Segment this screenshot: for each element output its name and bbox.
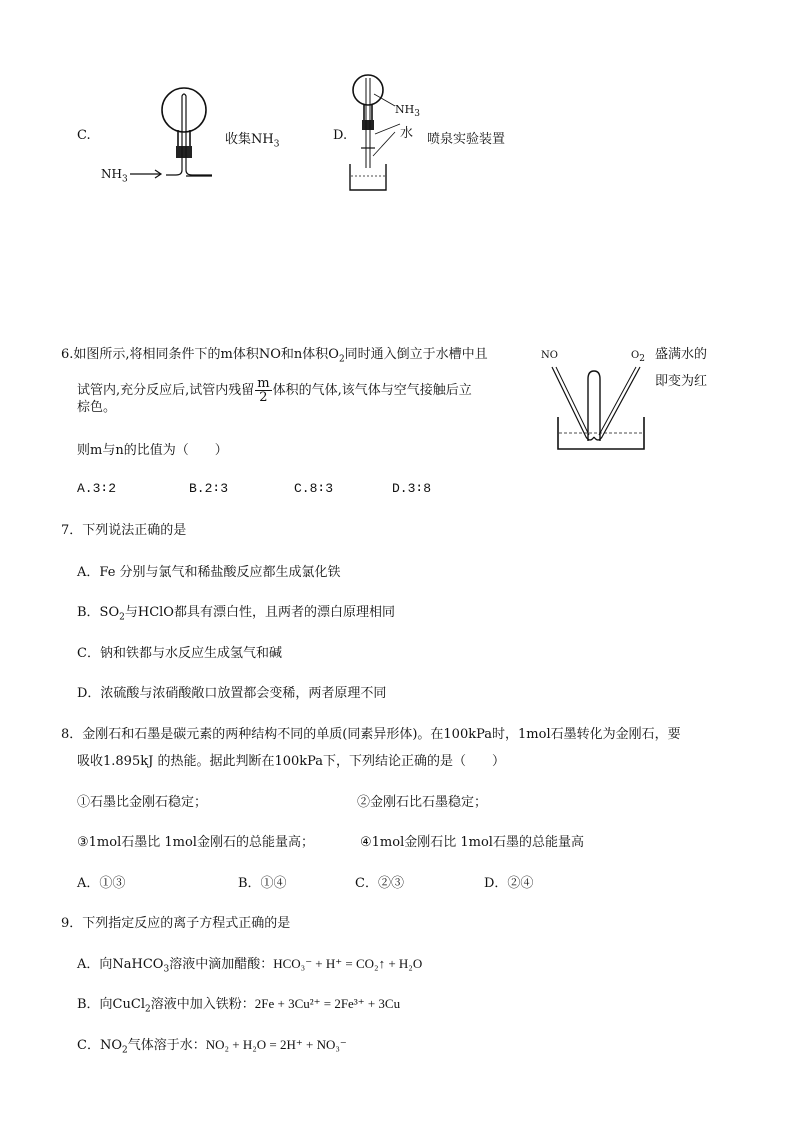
q9-option-a: A．向NaHCO$_3$溶液中滴加醋酸：HCO₃⁻ + H⁺ = CO₂↑ + H₂O — [77, 956, 423, 975]
q8-option-c: C．②③ — [355, 876, 404, 891]
q6-line2: 试管内,充分反应后,试管内残留 $\frac{m}{2}$ 体积的气体,该气体与空气接触后立 — [77, 376, 472, 405]
q8-option-b: B．①④ — [238, 876, 287, 891]
option-d-gas-label: $NH_3$ — [395, 103, 420, 120]
q9-option-c: C．$NO_2$气体溶于水：NO₂ + H₂O = 2H⁺ + NO₃⁻ — [77, 1037, 347, 1056]
q6-option-c: C.8∶3 — [294, 481, 334, 496]
figure-no-label: NO — [541, 350, 558, 361]
option-c-caption: 收集$NH_3$ — [225, 132, 280, 150]
figure-o2-label: $O_2$ — [631, 350, 645, 364]
q6-line2-end: 即变为红 — [655, 374, 708, 389]
q8-line1: 8．金刚石和石墨是碳元素的两种结构不同的单质(同素异形体)。在100kPa时，1mol石墨转化为金刚石，要 — [61, 727, 681, 742]
q7-option-a: A．Fe 分别与氯气和稀盐酸反应都生成氯化铁 — [77, 565, 341, 580]
q7-option-b: B．$SO_2$与HClO都具有漂白性，且两者的漂白原理相同 — [77, 605, 395, 623]
q8-option-a: A．①③ — [77, 876, 126, 891]
q8-statement-4: ④1mol金刚石比 1mol石墨的总能量高 — [360, 835, 584, 850]
q6-line1: 6.如图所示,将相同条件下的m体积NO和n体积$O_2$同时通入倒立于水槽中且 — [61, 347, 488, 365]
option-c-gas-label: $NH_3$ — [101, 167, 128, 185]
q9-option-b: B．向CuCl$_2$溶液中加入铁粉：2Fe + 3Cu²⁺ = 2Fe³⁺ + 3Cu — [77, 996, 401, 1015]
q8-statement-2: ②金刚石比石墨稳定； — [357, 795, 488, 810]
q9-stem: 9．下列指定反应的离子方程式正确的是 — [61, 916, 291, 931]
q8-line2: 吸收1.895kJ 的热能。据此判断在100kPa下，下列结论正确的是（ ） — [77, 754, 506, 769]
option-d-label: D. — [333, 128, 348, 143]
option-c-label: C. — [77, 128, 91, 143]
option-d-caption: 喷泉实验装置 — [427, 132, 506, 147]
q8-statement-1: ①石墨比金刚石稳定； — [77, 795, 208, 810]
q8-option-d: D．②④ — [484, 876, 534, 891]
q6-option-d: D.3∶8 — [392, 481, 432, 496]
q7-stem: 7．下列说法正确的是 — [61, 523, 187, 538]
q6-line3: 棕色。 — [77, 400, 117, 415]
q6-option-b: B.2∶3 — [189, 481, 229, 496]
q6-line1-end: 盛满水的 — [655, 347, 708, 362]
q7-option-c: C．钠和铁都与水反应生成氢气和碱 — [77, 646, 282, 661]
option-d-water-label: 水 — [400, 126, 414, 141]
q8-statement-3: ③1mol石墨比 1mol金刚石的总能量高； — [77, 835, 314, 850]
fraction-m-over-2: $\frac{m}{2}$ — [257, 376, 270, 405]
q6-question: 则m与n的比值为（ ） — [77, 443, 228, 458]
q6-option-a: A.3∶2 — [77, 481, 117, 496]
q7-option-d: D．浓硫酸与浓硝酸敞口放置都会变稀，两者原理不同 — [77, 686, 387, 701]
